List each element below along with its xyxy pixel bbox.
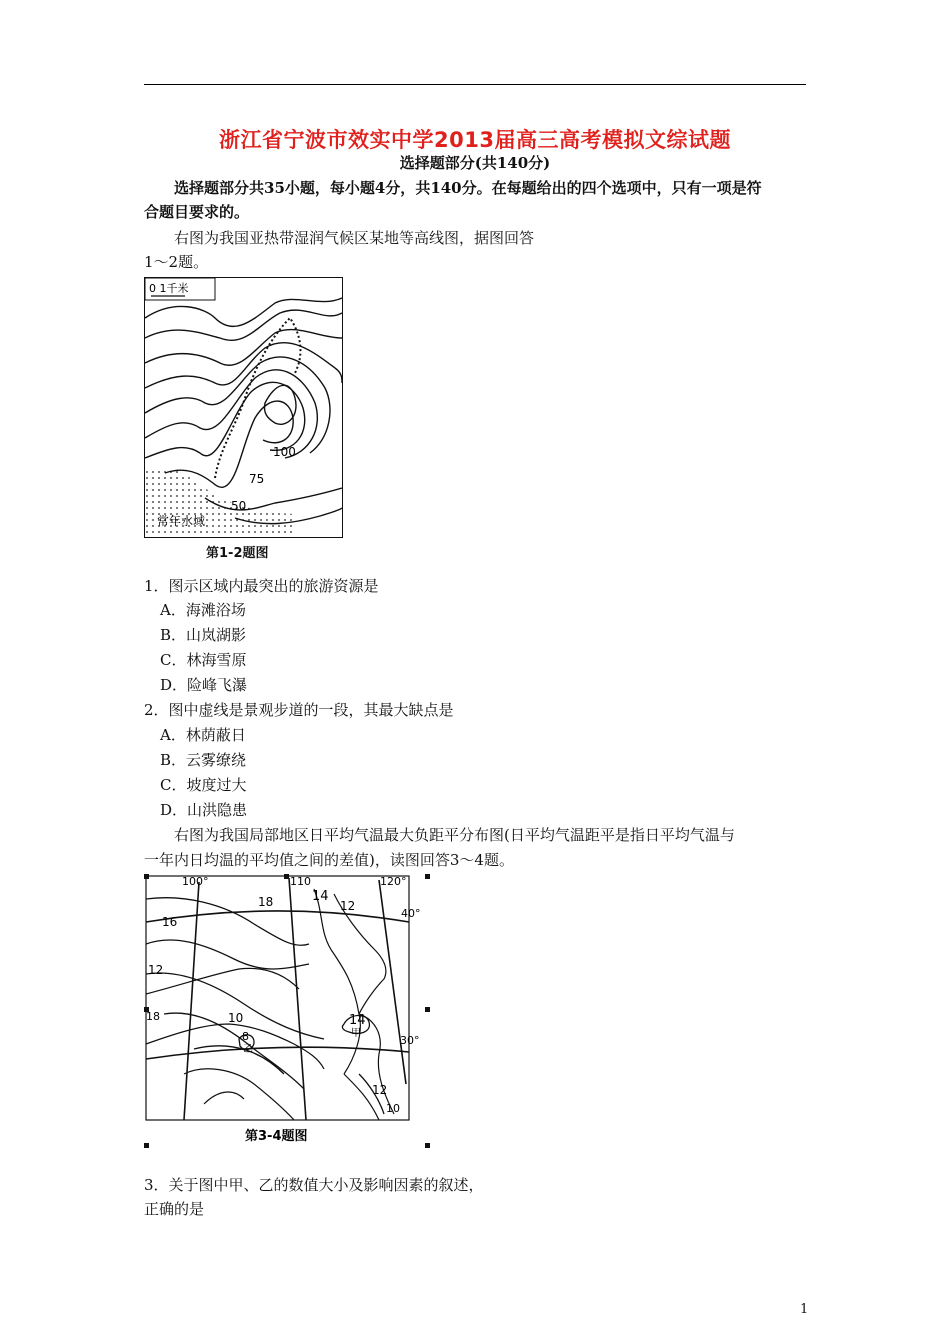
contour-label-75: 75 [249, 472, 265, 486]
q1-option-b: B．山岚湖影 [160, 626, 247, 644]
contour-map [144, 277, 343, 538]
contour-map-drawing [145, 278, 342, 537]
iso-label-8: 8 [242, 1030, 249, 1043]
document-title: 浙江省宁波市效实中学2013届高三高考模拟文综试题 [219, 128, 731, 152]
q12-stem-line-1: 右图为我国亚热带湿润气候区某地等高线图，据图回答 [174, 229, 535, 247]
figure2-caption: 第3-4题图 [245, 1129, 308, 1144]
header-rule [144, 84, 806, 85]
q1-option-d: D．险峰飞瀑 [160, 676, 248, 694]
q34-stem-line-1: 右图为我国局部地区日平均气温最大负距平分布图(日平均气温距平是指日平均气温与 [174, 826, 735, 844]
instruction-line-2: 合题目要求的。 [144, 203, 250, 221]
q1-option-c: C．林海雪原 [160, 651, 247, 669]
contour-label-100: 100 [273, 445, 296, 459]
isotherm-lines [146, 898, 384, 1114]
q2-option-d: D．山洪隐患 [160, 801, 248, 819]
q2-stem: 2．图中虚线是景观步道的一段，其最大缺点是 [144, 701, 454, 719]
scale-label: 0 1千米 [149, 282, 189, 295]
page-number: 1 [800, 1302, 809, 1317]
iso-label-10-mid: 10 [228, 1011, 244, 1025]
boundary-lines [146, 889, 394, 1120]
water-label: 常年水域 [157, 514, 206, 528]
figure1-caption: 第1-2题图 [206, 546, 269, 561]
lon-label-110: 110 [290, 875, 311, 888]
q2-option-b: B．云雾缭绕 [160, 751, 247, 769]
iso-label-12-right: 12 [372, 1083, 388, 1097]
q1-option-a: A．海滩浴场 [160, 601, 246, 619]
point-label-jia: 甲 [351, 1028, 361, 1039]
iso-label-16: 16 [162, 915, 178, 929]
contour-label-50: 50 [231, 499, 247, 513]
iso-label-12-left: 12 [148, 963, 164, 977]
q2-option-c: C．坡度过大 [160, 776, 247, 794]
iso-label-14-top: 14 [312, 889, 329, 904]
q12-stem-line-2: 1～2题。 [144, 253, 209, 271]
q34-stem-line-2: 一年内日均温的平均值之间的差值)，读图回答3～4题。 [144, 851, 514, 869]
q1-stem: 1．图示区域内最突出的旅游资源是 [144, 577, 379, 595]
anomaly-map-drawing [144, 874, 430, 1148]
q3-stem-line-2: 正确的是 [144, 1200, 205, 1218]
point-label-yi: 乙 [243, 1044, 253, 1055]
iso-label-12-top: 12 [340, 899, 356, 913]
temperature-anomaly-map [144, 874, 430, 1148]
iso-label-10-right: 10 [386, 1102, 400, 1115]
instruction-line-1: 选择题部分共35小题，每小题4分，共140分。在每题给出的四个选项中，只有一项是符 [174, 179, 762, 197]
section-subtitle: 选择题部分(共140分) [399, 154, 551, 172]
iso-label-18-top: 18 [258, 895, 274, 909]
lon-label-100: 100° [182, 875, 209, 888]
lon-label-120: 120° [380, 875, 407, 888]
iso-label-14-jia: 14 [349, 1013, 366, 1028]
graticule [146, 878, 409, 1120]
lat-label-40: 40° [401, 907, 421, 920]
q2-option-a: A．林荫蔽日 [160, 726, 246, 744]
lat-label-30: 30° [400, 1034, 420, 1047]
q3-stem-line-1: 3．关于图中甲、乙的数值大小及影响因素的叙述， [144, 1176, 484, 1194]
iso-label-18-left: 18 [146, 1010, 160, 1023]
